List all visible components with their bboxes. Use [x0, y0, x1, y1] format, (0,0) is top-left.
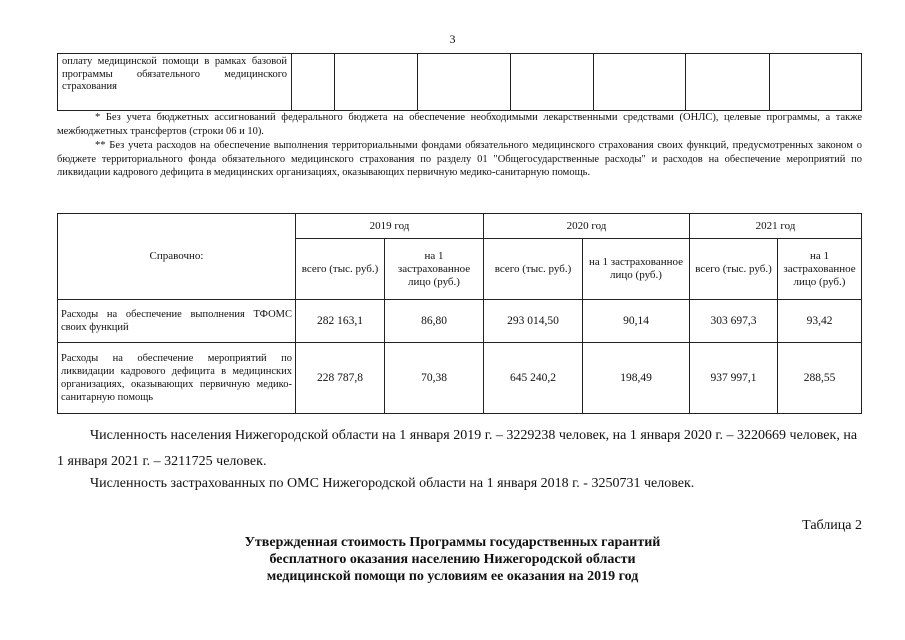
- year-header-2019: 2019 год: [296, 214, 484, 239]
- subheader-total: всего (тыс. руб.): [690, 239, 778, 300]
- empty-cell: [686, 54, 770, 111]
- subheader-per-insured: на 1 застрахованное лицо (руб.): [583, 239, 690, 300]
- table-caption-label: Таблица 2: [802, 518, 862, 533]
- subheader-total: всего (тыс. руб.): [484, 239, 583, 300]
- value-cell: 198,49: [583, 343, 690, 414]
- table-row: [58, 343, 862, 414]
- corner-label: Справочно:: [58, 214, 296, 300]
- table-header-row: [58, 214, 862, 239]
- empty-cell: [511, 54, 594, 111]
- footnote-2: ** Без учета расходов на обеспечение выполнения территориальными фондами обязательного медицинского страхования своих функций, предусмотренных законом о бюджете территориального фонда обязательного медицинского страхования по разделу 01 "Общегосударственные расходы" и расходов на обеспечение мероприятий по ликвидации кадрового дефицита в медицинских организациях, оказывающих первичную медико-санитарную помощь.: [57, 140, 862, 178]
- year-header-2021: 2021 год: [690, 214, 862, 239]
- table-row: [58, 54, 862, 111]
- empty-cell: [292, 54, 335, 111]
- heading-line: бесплатного оказания населению Нижегородской области: [269, 552, 636, 567]
- value-cell: 86,80: [385, 300, 484, 343]
- empty-cell: [594, 54, 686, 111]
- subheader-per-insured: на 1 застрахованное лицо (руб.): [778, 239, 862, 300]
- subheader-per-insured: на 1 застрахованное лицо (руб.): [385, 239, 484, 300]
- value-cell: 70,38: [385, 343, 484, 414]
- row-label: оплату медицинской помощи в рамках базовой программы обязательного медицинского страхования: [58, 54, 292, 111]
- value-cell: 282 163,1: [296, 300, 385, 343]
- table-row: [58, 300, 862, 343]
- year-header-2020: 2020 год: [484, 214, 690, 239]
- footnote-1: * Без учета бюджетных ассигнований федерального бюджета на обеспечение необходимыми лекарственными средствами (ОНЛС), целевые программы, а также межбюджетных трансфертов (строки 06 и 10).: [57, 112, 862, 137]
- reference-table: [57, 213, 862, 414]
- value-cell: 93,42: [778, 300, 862, 343]
- value-cell: 293 014,50: [484, 300, 583, 343]
- value-cell: 937 997,1: [690, 343, 778, 414]
- value-cell: 303 697,3: [690, 300, 778, 343]
- section-heading: [0, 534, 905, 585]
- value-cell: 288,55: [778, 343, 862, 414]
- population-paragraph: Численность населения Нижегородской области на 1 января 2019 г. – 3229238 человек, на 1 января 2020 г. – 3220669 человек, на 1 января 2021 г. – 3211725 человек.: [57, 428, 858, 469]
- continuation-table: [57, 53, 862, 111]
- empty-cell: [418, 54, 511, 111]
- empty-cell: [335, 54, 418, 111]
- value-cell: 228 787,8: [296, 343, 385, 414]
- empty-cell: [770, 54, 862, 111]
- insured-paragraph: Численность застрахованных по ОМС Нижегородской области на 1 января 2018 г. - 3250731 человек.: [90, 476, 695, 491]
- subheader-total: всего (тыс. руб.): [296, 239, 385, 300]
- value-cell: 645 240,2: [484, 343, 583, 414]
- page-number: 3: [449, 32, 456, 46]
- row-label: Расходы на обеспечение мероприятий по ликвидации кадрового дефицита в медицинских организациях, оказывающих первичную медико-санитарную помощь: [58, 343, 296, 414]
- value-cell: 90,14: [583, 300, 690, 343]
- heading-line: Утвержденная стоимость Программы государственных гарантий: [244, 535, 661, 550]
- row-label: Расходы на обеспечение выполнения ТФОМС своих функций: [58, 300, 296, 343]
- heading-line: медицинской помощи по условиям ее оказания на 2019 год: [266, 569, 639, 584]
